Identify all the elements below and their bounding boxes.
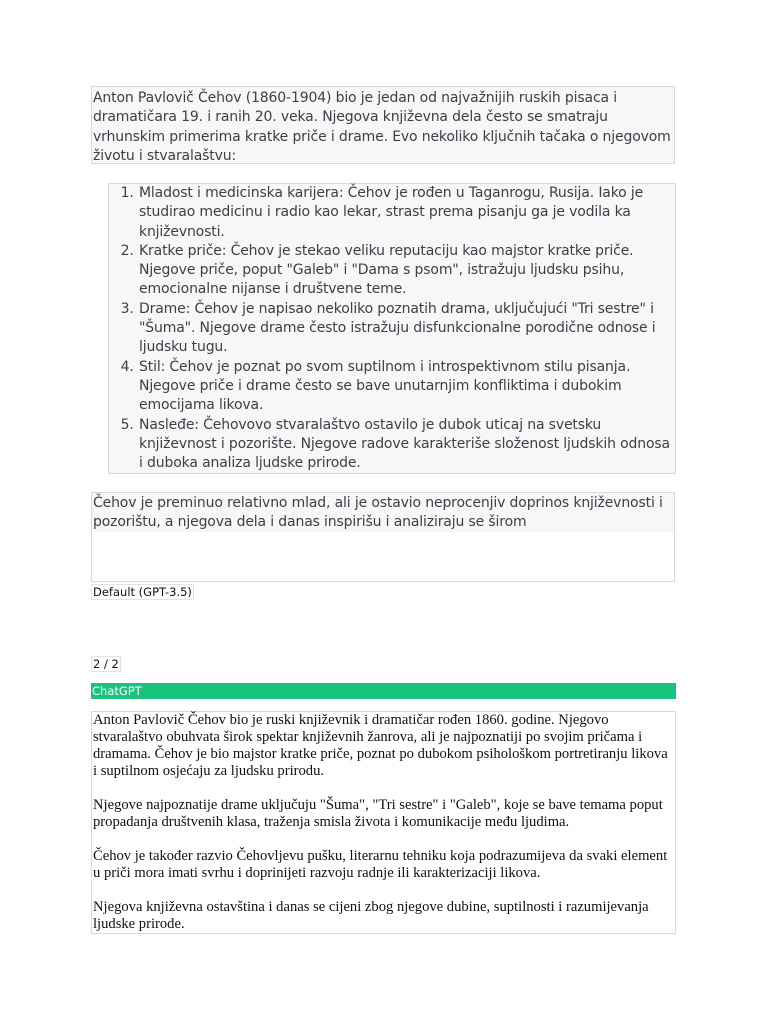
key-points-list	[109, 184, 675, 473]
assistant-answer	[91, 711, 676, 934]
response-page-count: 2 / 2	[93, 657, 119, 671]
closing-paragraph-box	[91, 492, 675, 582]
closing-text: Čehov je preminuo relativno mlad, ali je ostavio neprocenjiv doprinos književnosti i pozorištu, a njegova dela i danas inspirišu i analiziraju se širom	[92, 493, 674, 532]
intro-paragraph	[91, 86, 675, 164]
list-item: 2. Kratke priče: Čehov je stekao veliku reputaciju kao majstor kratke priče. Njegove priče, poput "Galeb" i "Dama s psom", istražuju ljudsku psihu, emocionalne nijanse i društvene teme.	[138, 242, 671, 300]
answer-paragraph: Čehov je također razvio Čehovljevu pušku, literarnu tehniku koja podrazumijeva da svaki element u priči mora imati svrhu i doprinijeti razvoju radnje ili karakterizaciji likova.	[93, 848, 668, 881]
intro-text: Anton Pavlovič Čehov (1860-1904) bio je jedan od najvažnijih ruskih pisaca i dramatičara 19. i ranih 20. veka. Njegova književna dela često se smatraju vrhunskim primerima kratke priče i drame. Evo nekoliko ključnih tačaka o njegovom životu i stvaralaštvu:	[93, 90, 671, 164]
answer-paragraph: Njegova književna ostavština i danas se cijeni zbog njegove dubine, suptilnosti i razumijevanja ljudske prirode.	[93, 899, 649, 932]
model-label: Default (GPT-3.5)	[93, 585, 192, 599]
list-item: 1. Mladost i medicinska karijera: Čehov je rođen u Taganrogu, Rusija. Iako je studirao medicinu i radio kao lekar, strast prema pisanju ga je vodila ka književnosti.	[138, 184, 671, 242]
key-points-list-box	[108, 183, 676, 474]
answer-paragraph: Anton Pavlovič Čehov bio je ruski književnik i dramatičar rođen 1860. godine. Njegovo stvaralaštvo obuhvata širok spektar književnih žanrova, ali je najpoznatiji po svojim pričama i dramama. Čehov je bio majstor kratke priče, poznat po dubokom psihološkom portretiranju likova i suptilnom osjećaju za ljudsku prirodu.	[93, 712, 668, 779]
assistant-name-bar: ChatGPT	[91, 683, 676, 699]
list-item: 5. Nasleđe: Čehovovo stvaralaštvo ostavilo je dubok uticaj na svetsku književnost i pozorište. Njegove radove karakteriše složenost ljudskih odnosa i duboka analiza ljudske prirode.	[138, 416, 671, 474]
answer-paragraph: Njegove najpoznatije drame uključuju "Šuma", "Tri sestre" i "Galeb", koje se bave temama poput propadanja društvenih klasa, traženja smisla života i komunikacije među ljudima.	[93, 797, 663, 830]
list-item: 3. Drame: Čehov je napisao nekoliko poznatih drama, uključujući "Tri sestre" i "Šuma". Njegove drame često istražuju disfunkcionalne porodične odnose i ljudsku tugu.	[138, 300, 671, 358]
list-item: 4. Stil: Čehov je poznat po svom suptilnom i introspektivnom stilu pisanja. Njegove priče i drame često se bave unutarnjim konfliktima i dubokim emocijama likova.	[138, 358, 671, 416]
